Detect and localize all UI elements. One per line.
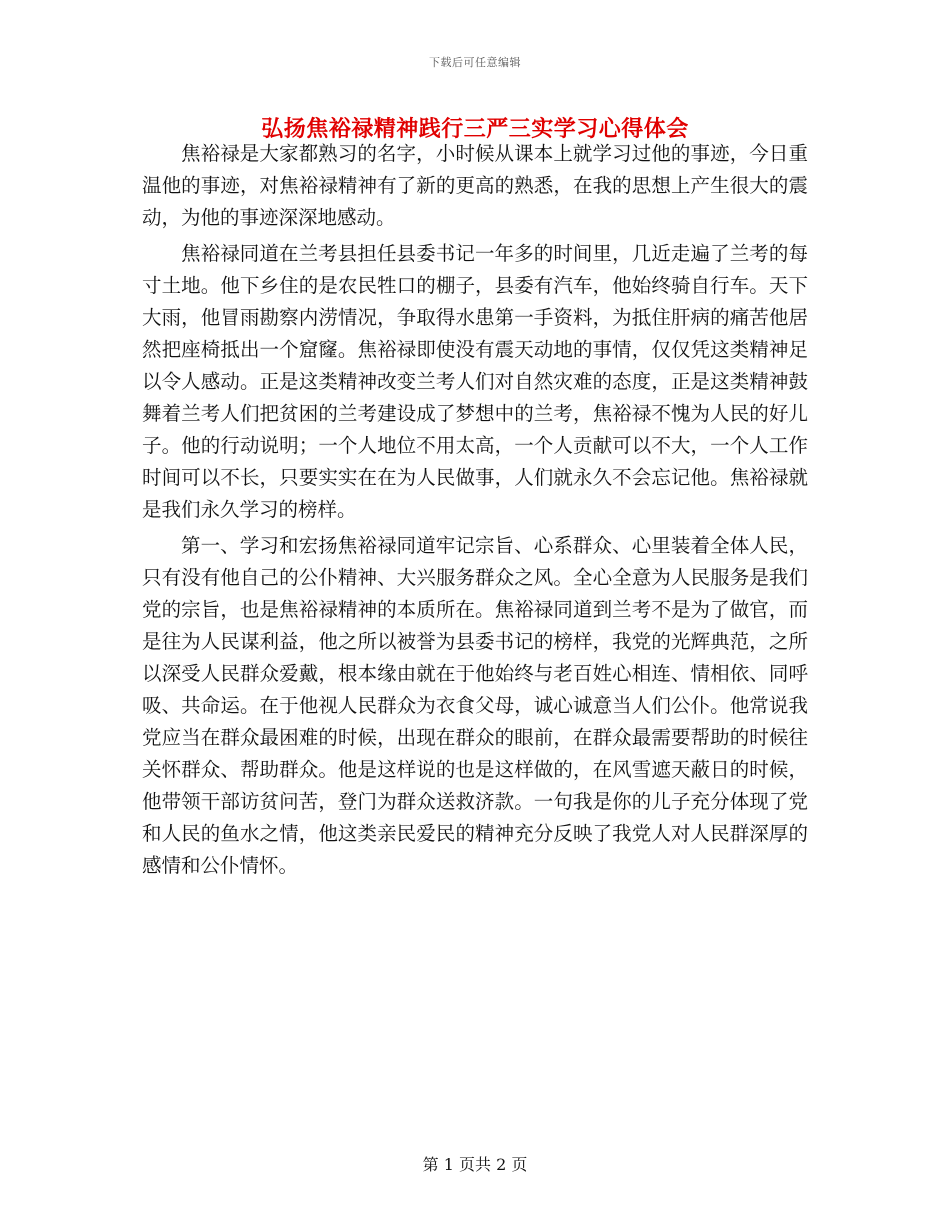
document-body bbox=[142, 138, 808, 886]
document-title: 弘扬焦裕禄精神践行三严三实学习心得体会 bbox=[261, 116, 689, 142]
page-footer: 第 1 页共 2 页 bbox=[422, 1155, 528, 1174]
paragraph-1: 焦裕禄是大家都熟习的名字，小时候从课本上就学习过他的事迹，今日重温他的事迹，对焦裕禄精神有了新的更高的熟悉，在我的思想上产生很大的震动，为他的事迹深深地感动。 bbox=[142, 142, 808, 229]
paragraph-3: 第一、学习和宏扬焦裕禄同道牢记宗旨、心系群众、心里装着全体人民，只有没有他自己的公仆精神、大兴服务群众之风。全心全意为人民服务是我们党的宗旨，也是焦裕禄精神的本质所在。焦裕禄同道到兰考不是为了做官，而是往为人民谋利益，他之所以被誉为县委书记的榜样，我党的光辉典范，之所以深受人民群众爱戴，根本缘由就在于他始终与老百姓心相连、情相依、同呼吸、共命运。在于他视人民群众为衣食父母，诚心诚意当人们公仆。他常说我党应当在群众最困难的时候，出现在群众的眼前，在群众最需要帮助的时候往关怀群众、帮助群众。他是这样说的也是这样做的，在风雪遮天蔽日的时候，他带领干部访贫问苦，登门为群众送救济款。一句我是你的儿子充分体现了党和人民的鱼水之情，他这类亲民爱民的精神充分反映了我党人对人民群深厚的感情和公仆情怀。 bbox=[142, 534, 808, 877]
header-note: 下载后可任意编辑 bbox=[429, 56, 521, 69]
paragraph-2: 焦裕禄同道在兰考县担任县委书记一年多的时间里，几近走遍了兰考的每寸土地。他下乡住的是农民牲口的棚子，县委有汽车，他始终骑自行车。天下大雨，他冒雨勘察内涝情况，争取得水患第一手资料，为抵住肝病的痛苦他居然把座椅抵出一个窟窿。焦裕禄即使没有震天动地的事情，仅仅凭这类精神足以令人感动。正是这类精神改变兰考人们对自然灾难的态度，正是这类精神鼓舞着兰考人们把贫困的兰考建设成了梦想中的兰考，焦裕禄不愧为人民的好儿子。他的行动说明；一个人地位不用太高，一个人贡献可以不大，一个人工作时间可以不长，只要实实在在为人民做事，人们就永久不会忘记他。焦裕禄就是我们永久学习的榜样。 bbox=[142, 242, 808, 521]
